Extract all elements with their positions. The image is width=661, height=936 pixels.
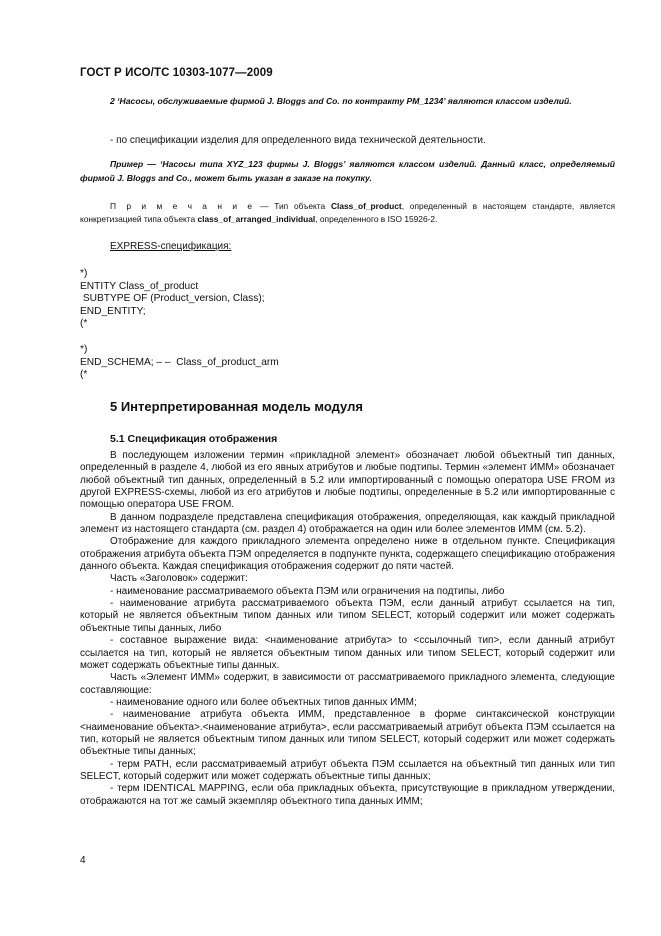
note-mid: , определенный в настоящем стандарте, является конкретизацией типа объекта (80, 201, 616, 224)
express-code-entity: *) ENTITY Class_of_product SUBTYPE OF (Product_version, Class); END_ENTITY; (* (80, 268, 265, 330)
note-paragraph (80, 200, 615, 226)
page-header: ГОСТ Р ИСО/ТС 10303-1077—2009 (80, 67, 273, 79)
body-paragraph: Часть «Заголовок» содержит: (110, 573, 248, 585)
list-item: - наименование атрибута рассматриваемого объекта ПЭМ, если данный атрибут ссылается на тип, который не является объектным типом данных или типом SELECT, который содержит или может содержать объектные типы данных, либо (80, 598, 615, 634)
note-term-2: class_of_arranged_individual (197, 214, 316, 224)
example-block: Пример — ‘Насосы типа XYZ_123 фирмы J. Bloggs’ являются классом изделий. Данный класс, определяемый фирмой J. Bloggs and Co., может быть указан в заказе на покупку. (80, 159, 615, 183)
list-item: - наименование рассматриваемого объекта ПЭМ или ограничения на подтипы, либо (110, 585, 505, 597)
list-item: - терм IDENTICAL MAPPING, если оба прикладных объекта, присутствующие в прикладном утверждении, отображаются на тот же самый экземпляр объектного типа данных ИММ; (80, 783, 615, 807)
example-2: 2 ‘Насосы, обслуживаемые фирмой J. Bloggs and Co. по контракту PM_1234’ являются классом изделий. (110, 96, 572, 106)
section-5-title: 5 Интерпретированная модель модуля (110, 399, 363, 414)
body-paragraph: В последующем изложении термин «прикладной элемент» обозначает любой объектный тип данных, определенный в разделе 4, любой из его явных атрибутов и любые подтипы. Термин «элемент ИММ» обозначает любой объектный тип данных, определенный в 5.2 или импортированный с помощью оператора USE FROM из другой EXPRESS-схемы, любой из его атрибутов и любые подтипы, определенные в 5.2 или импортированные с помощью оператора USE FROM. (80, 450, 615, 511)
list-item: - наименование одного или более объектных типов данных ИММ; (110, 696, 417, 708)
spec-line: - по спецификации изделия для определенного вида технической деятельности. (110, 135, 486, 146)
list-item: - терм PATH, если рассматриваемый атрибут объекта ПЭМ ссылается на объектный тип данных или тип SELECT, который содержит или может содержать объектные типы данных; (80, 758, 615, 782)
section-5-1-title: 5.1 Спецификация отображения (110, 433, 278, 445)
body-paragraph: Часть «Элемент ИММ» содержит, в зависимости от рассматриваемого прикладного элемента, следующие составляющие: (80, 672, 615, 696)
note-term-1: Class_of_product (330, 201, 402, 211)
list-item: - наименование атрибута объекта ИММ, представленное в форме синтаксической конструкции <наименование объекта>.<наименование атрибута>, если рассматриваемый атрибут объекта ПЭМ ссылается на тип, который не является объектным типом данных или типом SELECT, который содержит или может содержать объектные типы данных; (80, 709, 615, 758)
body-paragraph: Отображение для каждого прикладного элемента определено ниже в отдельном пункте. Спецификация отображения атрибута объекта ПЭМ определяется в подпункте пункта, содержащего спецификацию отображения данного объекта. Каждая спецификация отображения содержит до пяти частей. (80, 536, 615, 573)
note-label: П р и м е ч а н и е (110, 201, 255, 211)
express-code-end-schema: *) END_SCHEMA; – – Class_of_product_arm (* (80, 344, 279, 381)
body-paragraph: В данном подразделе представлена спецификация отображения, определяющая, как каждый прикладной элемент из настоящего стандарта (см. раздел 4) отображается на один или более элементов ИММ (см. 5.2). (80, 511, 615, 536)
list-item: - составное выражение вида: <наименование атрибута> to <ссылочный тип>, если данный атрибут ссылается на тип, который не является объектным типом данных или типом SELECT, который содержит или может содержать объектные типы данных. (80, 635, 615, 671)
page-number: 4 (80, 855, 86, 866)
note-dash: — Тип объекта (254, 201, 331, 211)
express-label-text: EXPRESS-спецификация: (110, 241, 232, 252)
section-5-1-body (80, 450, 615, 808)
express-label (110, 241, 231, 253)
note-end: , определенного в ISO 15926-2. (315, 214, 438, 224)
